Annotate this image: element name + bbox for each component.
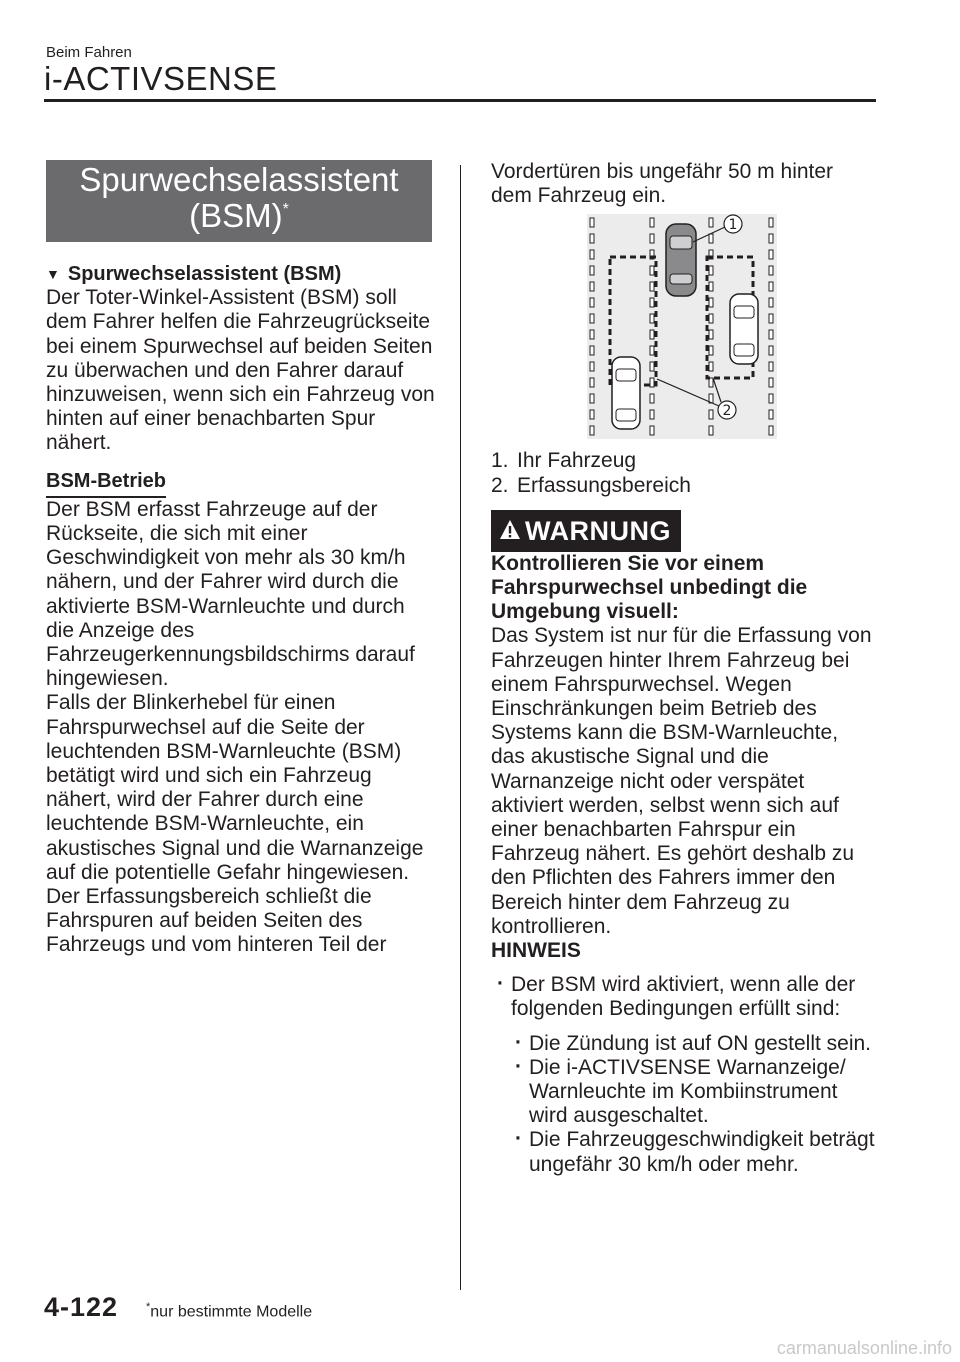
road-illustration [587, 214, 777, 439]
banner-line-1: Spurwechselassistent [79, 161, 399, 198]
warning-text: Das System ist nur für die Erfassung von Fahrzeugen hinter Ihrem Fahrzeug bei einem Fahrspurwechsel. Wegen Einschränkungen beim Betrieb des Systems kann die BSM-Warnleuchte, das akustische Signal und die Warnanzeige nicht oder verspätet aktiviert werden, selbst wenn sich auf einer benachbarten Fahrspur ein Fahrzeug nähert. Es gehört deshalb zu den Pflichten des Fahrers immer den Bereich hinter dem Fahrzeug zu kontrollieren. [491, 624, 872, 938]
note-sub-bullet: · Die Fahrzeuggeschwindigkeit beträgt ungefähr 30 km/h oder mehr. [511, 1128, 876, 1176]
vehicle-right-lane [730, 294, 758, 364]
banner-line-2: (BSM)* [189, 197, 289, 234]
vehicle-left-lane [612, 357, 640, 429]
note-title: HINWEIS [491, 939, 581, 963]
op-paragraph-3: Der Erfassungsbereich schließt die Fahrspuren auf beiden Seiten des Fahrzeugs und vom hinteren Teil der [46, 885, 387, 957]
callout-1: 1 [728, 217, 738, 234]
watermark: carmanualsonline.info [776, 1338, 952, 1358]
subheading: ▼ Spurwechselassistent (BSM) [46, 263, 342, 285]
bsm-detection-diagram [587, 214, 777, 439]
continued-paragraph: Vordertüren bis ungefähr 50 m hinter dem Fahrzeug ein. [491, 160, 834, 208]
op-paragraph-1: Der BSM erfasst Fahrzeuge auf der Rückseite, die sich mit einer Geschwindigkeit von mehr als 30 km/h nähern, und der Fahrer wird durch die aktivierte BSM-Warnleuchte und durch die Anzeige des Fahrzeugerkennungsbildschirms darauf hingewiesen. [46, 497, 415, 691]
warning-strong-text: Kontrollieren Sie vor einem Fahrspurwechsel unbedingt die Umgebung visuell: [491, 551, 808, 624]
footnote: *nur bestimmte Modelle [146, 1301, 313, 1321]
warning-label: WARNUNG [491, 510, 681, 552]
triangle-down-icon: ▼ [46, 266, 60, 282]
banner-footnote-mark: * [282, 201, 289, 218]
note-sub-bullet: · Die Zündung ist auf ON gestellt sein. [511, 1032, 876, 1056]
left-column [46, 160, 438, 958]
callout-2: 2 [722, 403, 732, 420]
figure-legend [491, 449, 876, 497]
note-bullet: · Der BSM wird aktiviert, wenn alle der folgenden Bedingungen erfüllt sind: [493, 973, 876, 1021]
section-banner [46, 160, 432, 242]
column-divider [460, 165, 461, 1290]
op-heading: BSM-Betrieb [46, 469, 166, 498]
warning-triangle-icon [499, 519, 521, 541]
legend-item: 1. Ihr Fahrzeug [491, 449, 637, 473]
page-number: 4-122 [44, 1292, 119, 1322]
running-header-section: Beim Fahren [46, 44, 132, 61]
running-header-chapter: i-ACTIVSENSE [44, 60, 278, 97]
header-rule [44, 99, 876, 102]
note-sub-bullet: · Die i-ACTIVSENSE Warnanzeige/ Warnleuchte im Kombiinstrument wird ausgeschaltet. [511, 1056, 876, 1129]
op-paragraph-2: Falls der Blinkerhebel für einen Fahrspurwechsel auf die Seite der leuchtenden BSM-Warnleuchte (BSM) betätigt wird und sich ein Fahrzeug nähert, wird der Fahrer durch eine leuchtende BSM-Warnleuchte, ein akustisches Signal und die Warnanzeige auf die potentielle Gefahr hingewiesen. [46, 691, 424, 884]
right-column [491, 160, 876, 1177]
intro-paragraph: Der Toter-Winkel-Assistent (BSM) soll dem Fahrer helfen die Fahrzeugrückseite bei einem Spurwechsel auf beiden Seiten zu überwachen und den Fahrer darauf hinzuweisen, wenn sich ein Fahrzeug von hinten auf einer benachbarten Spur nähert. [46, 286, 435, 455]
own-vehicle [666, 224, 696, 296]
legend-item: 2. Erfassungsbereich [491, 473, 691, 497]
